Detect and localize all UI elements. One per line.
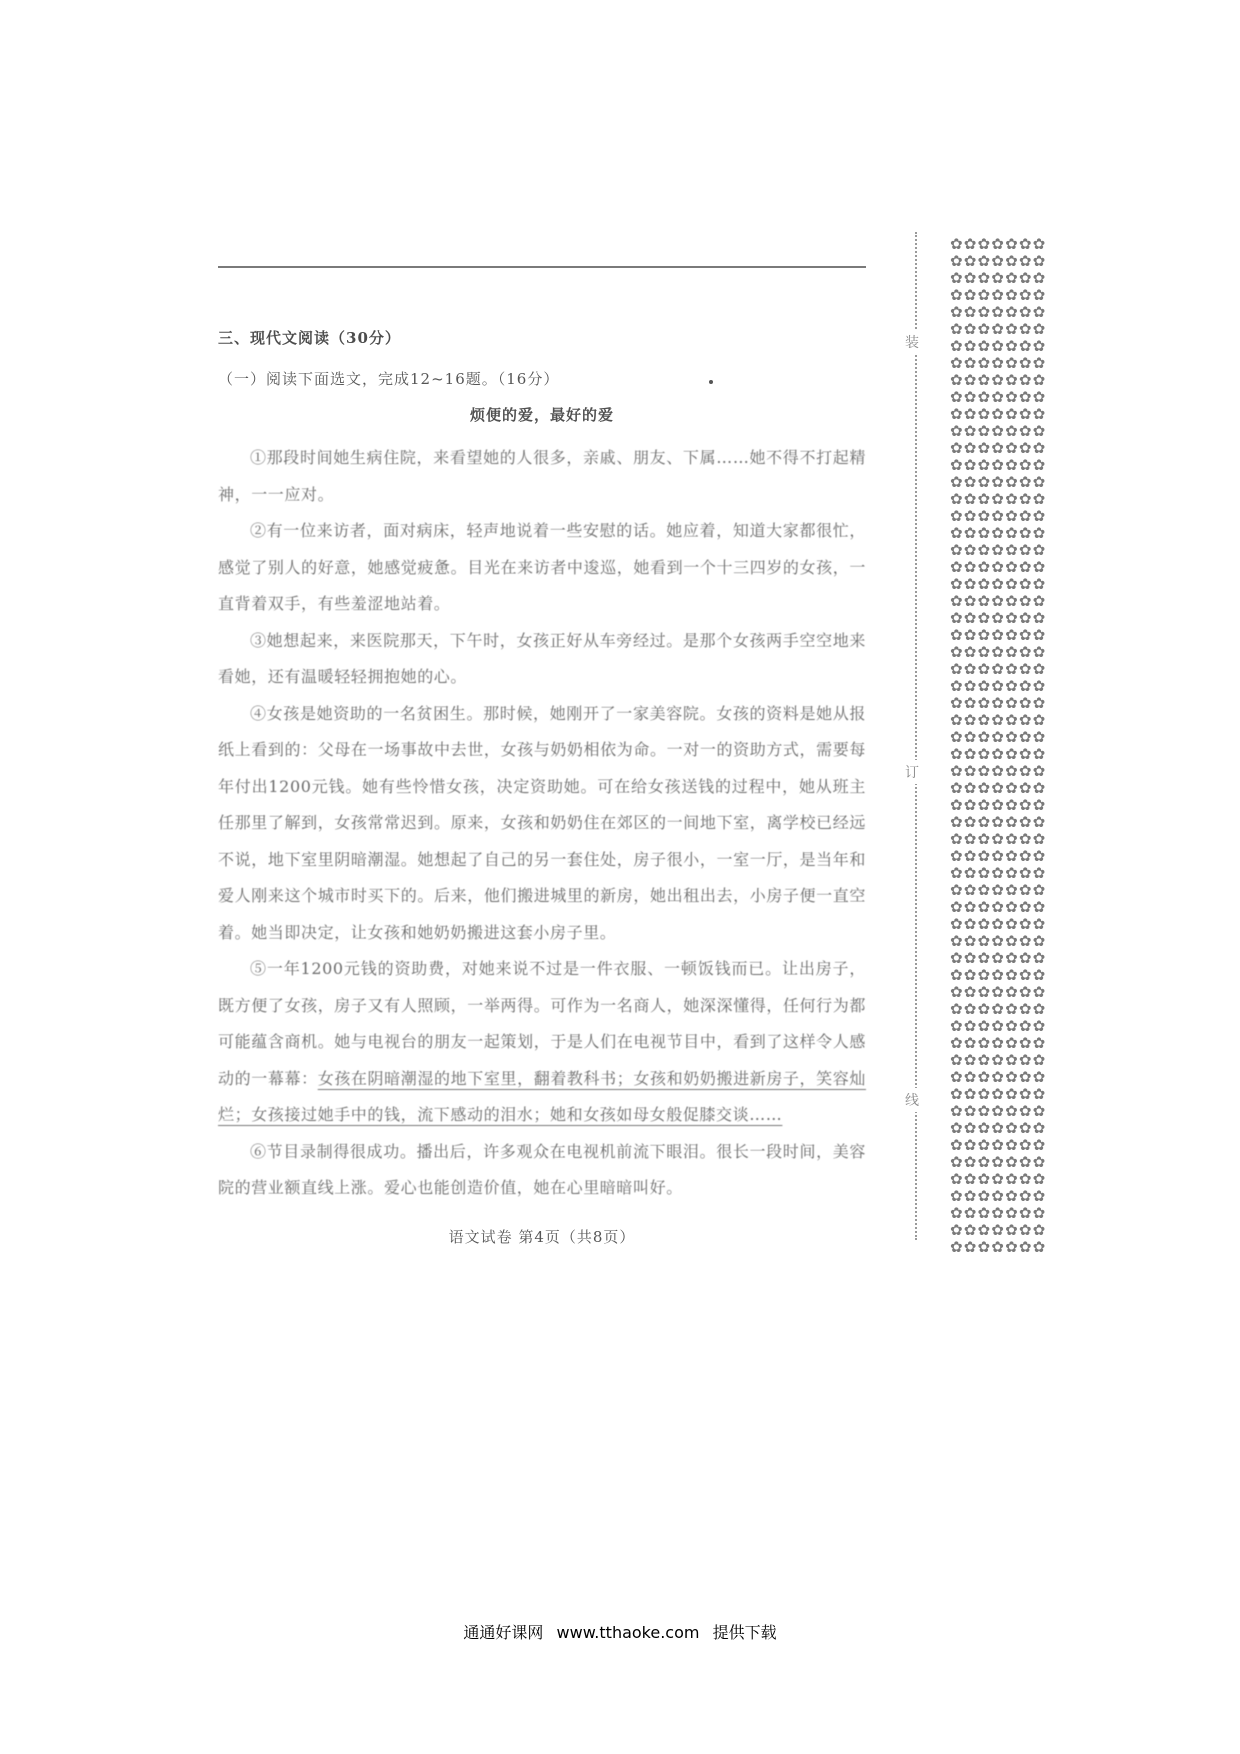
page-number: 语文试卷 第4页（共8页） xyxy=(448,1228,636,1246)
binding-char-ding: 订 xyxy=(905,760,919,784)
binding-char-xian: 线 xyxy=(905,1088,919,1112)
site-note: 提供下载 xyxy=(712,1623,777,1642)
top-rule xyxy=(218,266,866,268)
paragraph-2: ②有一位来访者，面对病床，轻声地说着一些安慰的话。她应着，知道大家都很忙，感觉了别人的好意，她感觉疲惫。目光在来访者中逡巡，她看到一个十三四岁的女孩，一直背着双手，有些羞涩地站着。 xyxy=(218,521,866,613)
paragraph-4: ④女孩是她资助的一名贫困生。那时候，她刚开了一家美容院。女孩的资料是她从报纸上看到的：父母在一场事故中去世，女孩与奶奶相依为命。一对一的资助方式，需要每年付出1200元钱。她有些怜惜女孩，决定资助她。可在给女孩送钱的过程中，她从班主任那里了解到，女孩常常迟到。原来，女孩和奶奶住在郊区的一间地下室，离学校已经远不说，地下室里阴暗潮湿。她想起了自己的另一套住处，房子很小，一室一厅，是当年和爱人刚来这个城市时买下的。后来，他们搬进城里的新房，她出租出去，小房子便一直空着。她当即决定，让女孩和她奶奶搬进这套小房子里。 xyxy=(218,703,866,942)
paragraph-1: ①那段时间她生病住院，来看望她的人很多，亲戚、朋友、下属……她不得不打起精神，一一应对。 xyxy=(218,448,866,504)
site-name: 通通好课网 xyxy=(463,1623,544,1642)
paragraph-5: ⑤一年1200元钱的资助费，对她来说不过是一件衣服、一顿饭钱而已。让出房子，既方便了女孩，房子又有人照顾，一举两得。可作为一名商人，她深深懂得，任何行为都可能蕴含商机。她与电视台的朋友一起策划，于是人们在电视节目中，看到了这样令人感动的一幕幕：女孩在阴暗潮湿的地下室里，翻着教科书；女孩和奶奶搬进新房子，笑容灿烂；女孩接过她手中的钱，流下感动的泪水；她和女孩如母女般促膝交谈…… xyxy=(218,959,866,1124)
underlined-passage-segment: 女孩在阴暗潮湿的地下室里，翻着教科书；女孩和奶奶搬进新房子，笑容灿烂；女孩接过她手中的钱，流下感动的泪水；她和女孩如母女般促膝交谈…… xyxy=(218,1068,866,1124)
scan-dot xyxy=(709,380,713,384)
section-heading: 三、现代文阅读（30分） xyxy=(218,329,401,347)
sub-heading: （一）阅读下面选文，完成12~16题。（16分） xyxy=(218,370,560,388)
binding-pattern: ✿✿✿✿✿✿✿ ✿✿✿✿✿✿✿ ✿✿✿✿✿✿✿ ✿✿✿✿✿✿✿ ✿✿✿✿✿✿✿ ✿✿✿✿✿✿✿ ✿✿✿✿✿✿✿ ✿✿✿✿✿✿✿ ✿✿✿✿✿✿✿ ✿✿✿✿✿✿✿ ✿✿✿✿✿✿✿ ✿✿✿✿✿✿✿ ✿✿✿✿✿✿✿ ✿✿✿✿✿✿✿ ✿✿✿✿✿✿✿ ✿✿✿✿✿✿✿ ✿✿✿✿✿✿✿ ✿✿✿✿✿✿✿ ✿✿✿✿✿✿✿ ✿✿✿✿✿✿✿ ✿✿✿✿✿✿✿ ✿✿✿✿✿✿✿ ✿✿✿✿✿✿✿ ✿✿✿✿✿✿✿ ✿✿✿✿✿✿✿ ✿✿✿✿✿✿✿ ✿✿✿✿✿✿✿ ✿✿✿✿✿✿✿ ✿✿✿✿✿✿✿ ✿✿✿✿✿✿✿ ✿✿✿✿✿✿✿ ✿✿✿✿✿✿✿ ✿✿✿✿✿✿✿ ✿✿✿✿✿✿✿ ✿✿✿✿✿✿✿ ✿✿✿✿✿✿✿ ✿✿✿✿✿✿✿ ✿✿✿✿✿✿✿ ✿✿✿✿✿✿✿ ✿✿✿✿✿✿✿ ✿✿✿✿✿✿✿ ✿✿✿✿✿✿✿ ✿✿✿✿✿✿✿ ✿✿✿✿✿✿✿ ✿✿✿✿✿✿✿ ✿✿✿✿✿✿✿ ✿✿✿✿✿✿✿ ✿✿✿✿✿✿✿ ✿✿✿✿✿✿✿ ✿✿✿✿✿✿✿ ✿✿✿✿✿✿✿ ✿✿✿✿✿✿✿ ✿✿✿✿✿✿✿ ✿✿✿✿✿✿✿ ✿✿✿✿✿✿✿ ✿✿✿✿✿✿✿ ✿✿✿✿✿✿✿ ✿✿✿✿✿✿✿ ✿✿✿✿✿✿✿ ✿✿✿✿✿✿✿ xyxy=(950,235,1047,1256)
passage-body xyxy=(218,440,866,1207)
paragraph-6: ⑥节目录制得很成功。播出后，许多观众在电视机前流下眼泪。很长一段时间，美容院的营业额直线上涨。爱心也能创造价值，她在心里暗暗叫好。 xyxy=(218,1141,866,1197)
binding-char-zhuang: 装 xyxy=(905,330,919,354)
site-footer xyxy=(0,1620,1240,1643)
passage-title: 烦便的爱，最好的爱 xyxy=(469,406,614,424)
paragraph-3: ③她想起来，来医院那天，下午时，女孩正好从车旁经过。是那个女孩两手空空地来看她，还有温暖轻轻拥抱她的心。 xyxy=(218,630,866,686)
site-url[interactable]: www.tthaoke.com xyxy=(556,1623,700,1642)
